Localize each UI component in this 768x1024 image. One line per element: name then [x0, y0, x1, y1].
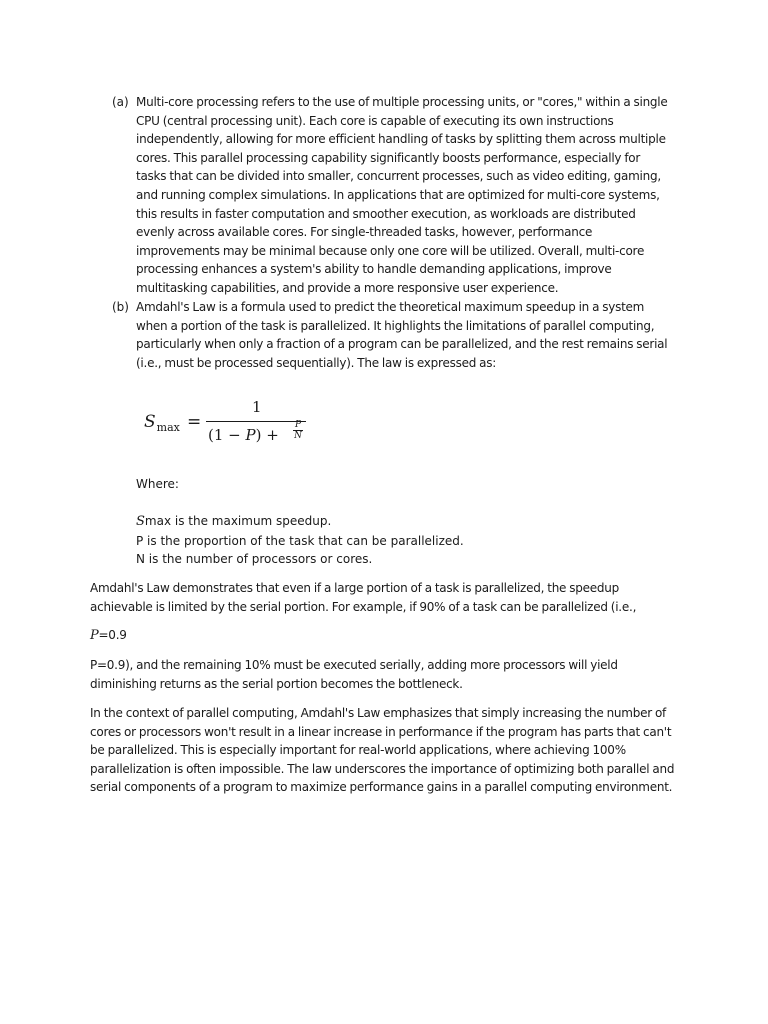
- list-item-a-text: Multi-core processing refers to the use of multiple processing units, or "cores," within a single CPU (central processing unit). Each core is capable of executing its own instructions independently, allowing for more efficient handling of tasks by splitting them across multiple cores. This parallel processing capability significantly boosts performance, especially for tasks that can be divided into smaller, concurrent processes, such as video editing, gaming, and running complex simulations. In applications that are optimized for multi-core systems, this results in faster computation and smoother execution, as workloads are distributed evenly across available cores. For single-threaded tasks, however, performance improvements may be minimal because only one core will be utilized. Overall, multi-core processing enhances a system's ability to handle demanding applications, improve multitasking capabilities, and provide a more responsive user experience.: [136, 95, 668, 295]
- definition-smax-text: max is the maximum speedup.: [144, 514, 332, 528]
- paragraph-amdahl-demo: Amdahl's Law demonstrates that even if a large portion of a task is parallelized, the speedup achievable is limited by the serial portion. For example, if 90% of a task can be parallelized (i.e.,: [90, 581, 637, 614]
- definition-p: P is the proportion of the task that can be parallelized.: [136, 533, 464, 548]
- formula-subscript: max: [156, 421, 180, 434]
- formula-lhs: [144, 412, 179, 432]
- formula-frac-num: P: [294, 420, 302, 430]
- list-item-a: [112, 93, 672, 298]
- formula-s-symbol: S: [144, 412, 156, 432]
- definitions-block: [136, 512, 464, 569]
- where-label: Where:: [136, 477, 179, 491]
- formula-frac-den: N: [294, 431, 302, 441]
- list-item-b: [112, 298, 672, 372]
- formula-den-open: (1 −: [208, 426, 246, 444]
- formula-equals: =: [187, 412, 202, 432]
- definition-n: N is the number of processors or cores.: [136, 552, 373, 567]
- formula-denominator: [208, 426, 279, 444]
- formula-den-close: ) +: [255, 426, 279, 444]
- p-value-text: =0.9: [98, 628, 127, 642]
- paragraph-diminishing-returns: P=0.9), and the remaining 10% must be executed serially, adding more processors will yield diminishing returns as the serial portion becomes the bottleneck.: [90, 658, 618, 691]
- list-item-b-text: Amdahl's Law is a formula used to predict the theoretical maximum speedup in a system when a portion of the task is parallelized. It highlights the limitations of parallel computing, particularly when only a fraction of a program can be parallelized, and the rest remains serial (i.e., must be processed sequentially). The law is expressed as:: [136, 300, 668, 370]
- formula-den-var: P: [245, 426, 256, 444]
- paragraph-parallel-context: In the context of parallel computing, Amdahl's Law emphasizes that simply increasing the number of cores or processors won't result in a linear increase in performance if the program has parts that can't be parallelized. This is especially important for real-world applications, where achieving 100% parallelization is often impossible. The law underscores the importance of optimizing both parallel and serial components of a program to maximize performance gains in a parallel computing environment.: [90, 706, 675, 795]
- definition-smax-symbol: S: [136, 514, 145, 529]
- definition-smax: [136, 512, 464, 532]
- amdahl-formula: [144, 396, 324, 456]
- list-marker-b: (b): [112, 300, 129, 314]
- formula-numerator: 1: [252, 398, 262, 416]
- formula-small-fraction: [292, 420, 304, 441]
- formula-fraction-bar: [206, 421, 306, 422]
- list-marker-a: (a): [112, 95, 129, 109]
- paragraph-p-value: [90, 626, 680, 646]
- p-value-symbol: P: [90, 628, 99, 643]
